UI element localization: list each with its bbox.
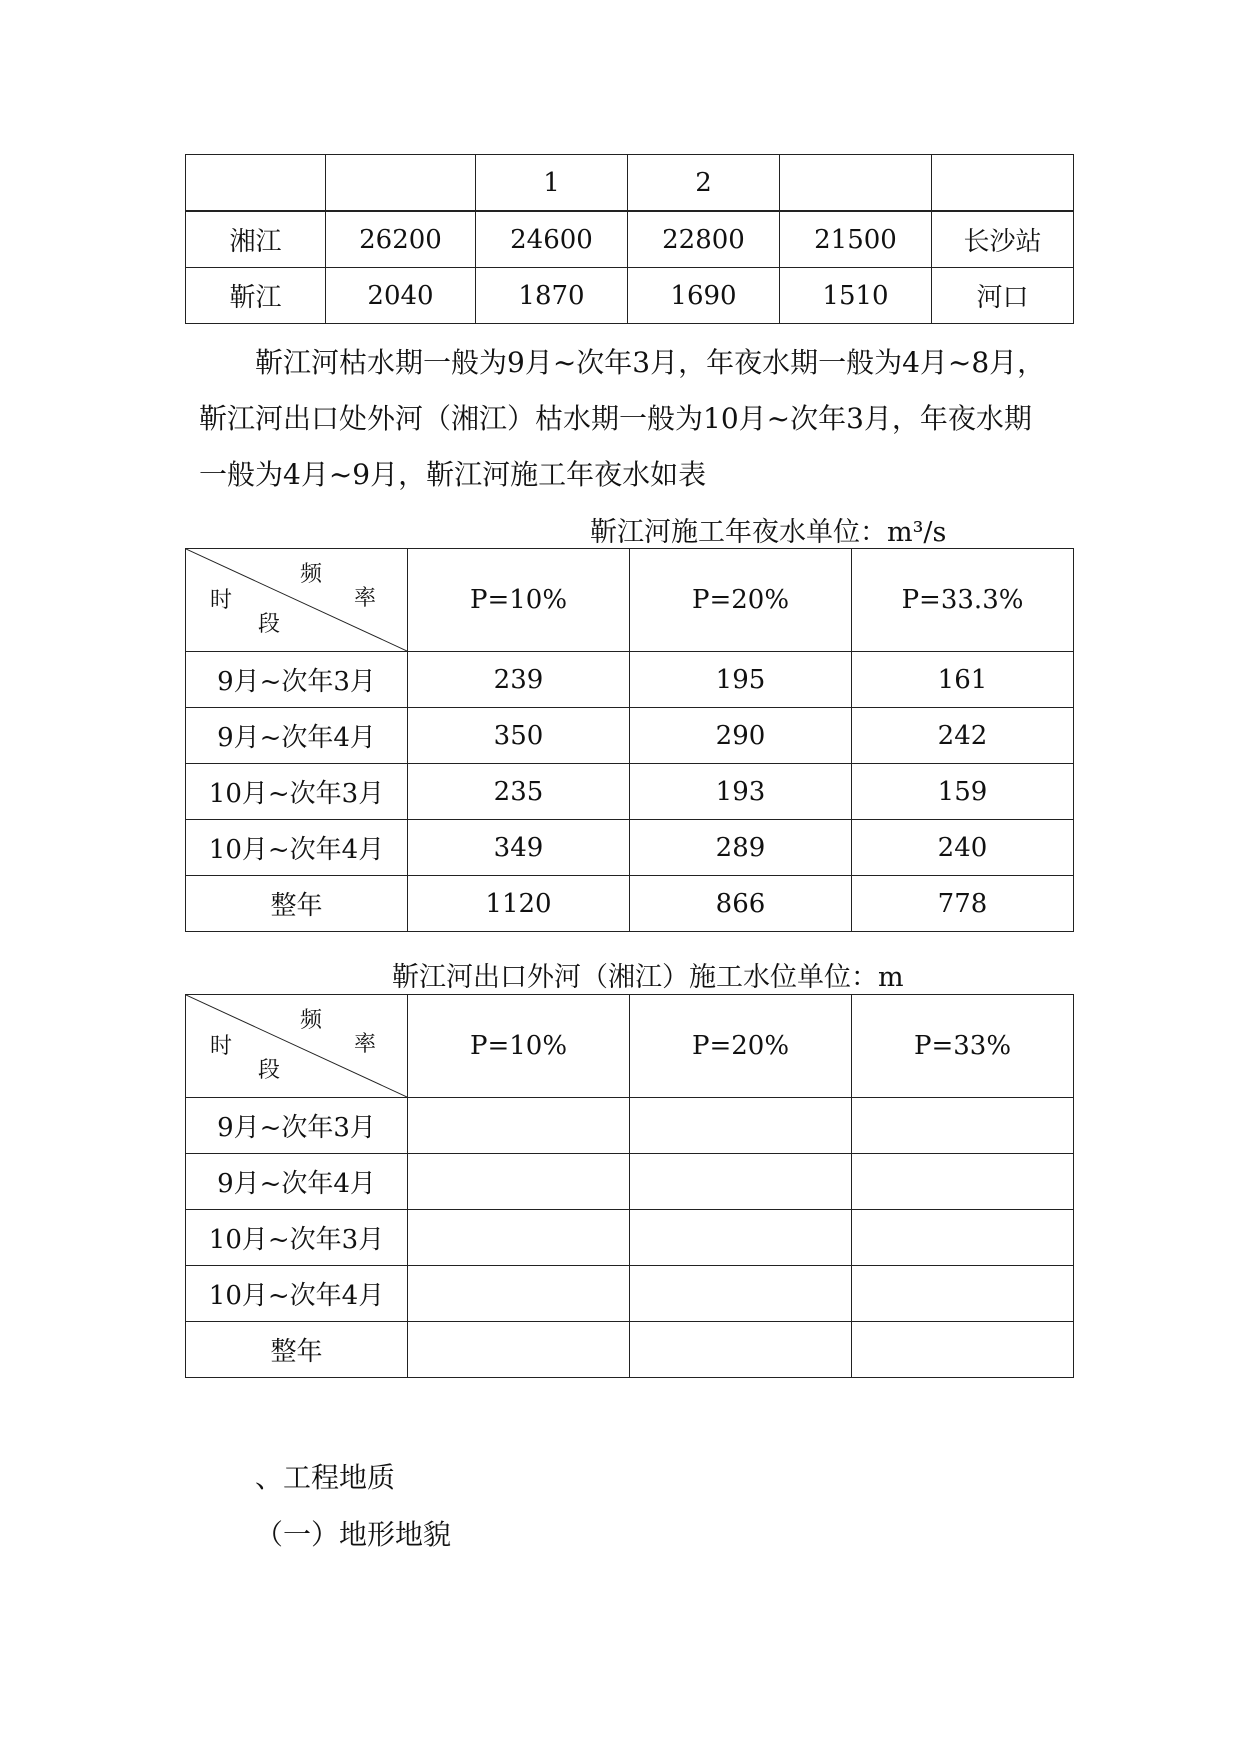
section-heading: 、工程地质 — [255, 1461, 396, 1494]
paragraph-line: 一般为4月~9月，靳江河施工年夜水如表 — [199, 458, 707, 491]
table-cell: 1870 — [476, 268, 628, 324]
table-row — [186, 268, 1074, 324]
table-cell — [630, 1210, 852, 1266]
table-caption: 靳江河出口外河（湘江）施工水位单位：m — [392, 962, 904, 993]
period-cell: 9月~次年4月 — [186, 708, 408, 764]
table-header-row — [186, 995, 1074, 1098]
diag-label-freq: 频 — [300, 1008, 323, 1033]
station-cell: 河口 — [932, 268, 1074, 324]
period-cell: 10月~次年3月 — [186, 764, 408, 820]
diag-label-time: 时 — [210, 588, 233, 613]
table-cell: 289 — [630, 820, 852, 876]
column-header: P=20% — [630, 549, 852, 652]
table-row — [186, 652, 1074, 708]
table-cell — [630, 1154, 852, 1210]
row-label: 湘江 — [186, 211, 326, 268]
period-cell: 整年 — [186, 1322, 408, 1378]
table-cell: 1510 — [780, 268, 932, 324]
table-cell — [408, 1210, 630, 1266]
diagonal-header-cell — [186, 549, 408, 652]
table-cell: 1120 — [408, 876, 630, 932]
table-cell: 239 — [408, 652, 630, 708]
diag-label-rate: 率 — [354, 1032, 377, 1057]
table-cell — [630, 1322, 852, 1378]
table-cell: 778 — [852, 876, 1074, 932]
table-cell — [852, 1266, 1074, 1322]
table-row — [186, 820, 1074, 876]
table-cell — [852, 1154, 1074, 1210]
column-header: P=20% — [630, 995, 852, 1098]
period-cell: 9月~次年3月 — [186, 1098, 408, 1154]
table-cell: 193 — [630, 764, 852, 820]
header-cell: 1 — [476, 155, 628, 212]
period-cell: 9月~次年4月 — [186, 1154, 408, 1210]
table-cell: 1690 — [628, 268, 780, 324]
period-cell: 9月~次年3月 — [186, 652, 408, 708]
table-cell: 866 — [630, 876, 852, 932]
diag-label-freq: 频 — [300, 562, 323, 587]
table-cell — [630, 1098, 852, 1154]
header-cell — [186, 155, 326, 212]
period-cell: 整年 — [186, 876, 408, 932]
station-cell: 长沙站 — [932, 211, 1074, 268]
flood-table — [185, 548, 1074, 932]
header-cell — [326, 155, 476, 212]
table-caption: 靳江河施工年夜水单位：m³/s — [590, 517, 947, 548]
table-cell: 290 — [630, 708, 852, 764]
diag-label-time: 时 — [210, 1034, 233, 1059]
header-cell — [780, 155, 932, 212]
table-cell: 159 — [852, 764, 1074, 820]
table-header-row — [186, 155, 1074, 212]
column-header: P=10% — [408, 995, 630, 1098]
table-cell — [408, 1322, 630, 1378]
diag-label-seg: 段 — [258, 612, 281, 637]
table-cell: 24600 — [476, 211, 628, 268]
table-row — [186, 1098, 1074, 1154]
table-cell: 161 — [852, 652, 1074, 708]
paragraph-line: 靳江河枯水期一般为9月~次年3月，年夜水期一般为4月~8月， — [255, 346, 1046, 379]
diag-label-rate: 率 — [354, 586, 377, 611]
table-row — [186, 1210, 1074, 1266]
period-cell: 10月~次年3月 — [186, 1210, 408, 1266]
flow-table — [185, 154, 1074, 324]
table-cell: 350 — [408, 708, 630, 764]
diag-label-seg: 段 — [258, 1058, 281, 1083]
table-row — [186, 1322, 1074, 1378]
column-header: P=33% — [852, 995, 1074, 1098]
table-header-row — [186, 549, 1074, 652]
table-row — [186, 1154, 1074, 1210]
table-cell: 2040 — [326, 268, 476, 324]
table-cell — [630, 1266, 852, 1322]
table-cell: 22800 — [628, 211, 780, 268]
table-cell: 21500 — [780, 211, 932, 268]
section-subheading: （一）地形地貌 — [255, 1518, 452, 1551]
table-row — [186, 764, 1074, 820]
table-cell: 349 — [408, 820, 630, 876]
water-level-table — [185, 994, 1074, 1378]
period-cell: 10月~次年4月 — [186, 1266, 408, 1322]
header-cell — [932, 155, 1074, 212]
table-cell: 235 — [408, 764, 630, 820]
table-row — [186, 876, 1074, 932]
table-cell: 26200 — [326, 211, 476, 268]
table-row — [186, 1266, 1074, 1322]
column-header: P=33.3% — [852, 549, 1074, 652]
table-cell — [408, 1154, 630, 1210]
table-cell — [852, 1098, 1074, 1154]
table-cell: 195 — [630, 652, 852, 708]
table-cell: 240 — [852, 820, 1074, 876]
table-cell — [852, 1322, 1074, 1378]
column-header: P=10% — [408, 549, 630, 652]
table-row — [186, 708, 1074, 764]
table-cell: 242 — [852, 708, 1074, 764]
header-cell: 2 — [628, 155, 780, 212]
diagonal-header-cell — [186, 995, 408, 1098]
table-row — [186, 211, 1074, 268]
table-cell — [408, 1098, 630, 1154]
table-cell — [852, 1210, 1074, 1266]
row-label: 靳江 — [186, 268, 326, 324]
paragraph-line: 靳江河出口处外河（湘江）枯水期一般为10月~次年3月，年夜水期 — [199, 402, 1032, 435]
table-cell — [408, 1266, 630, 1322]
period-cell: 10月~次年4月 — [186, 820, 408, 876]
